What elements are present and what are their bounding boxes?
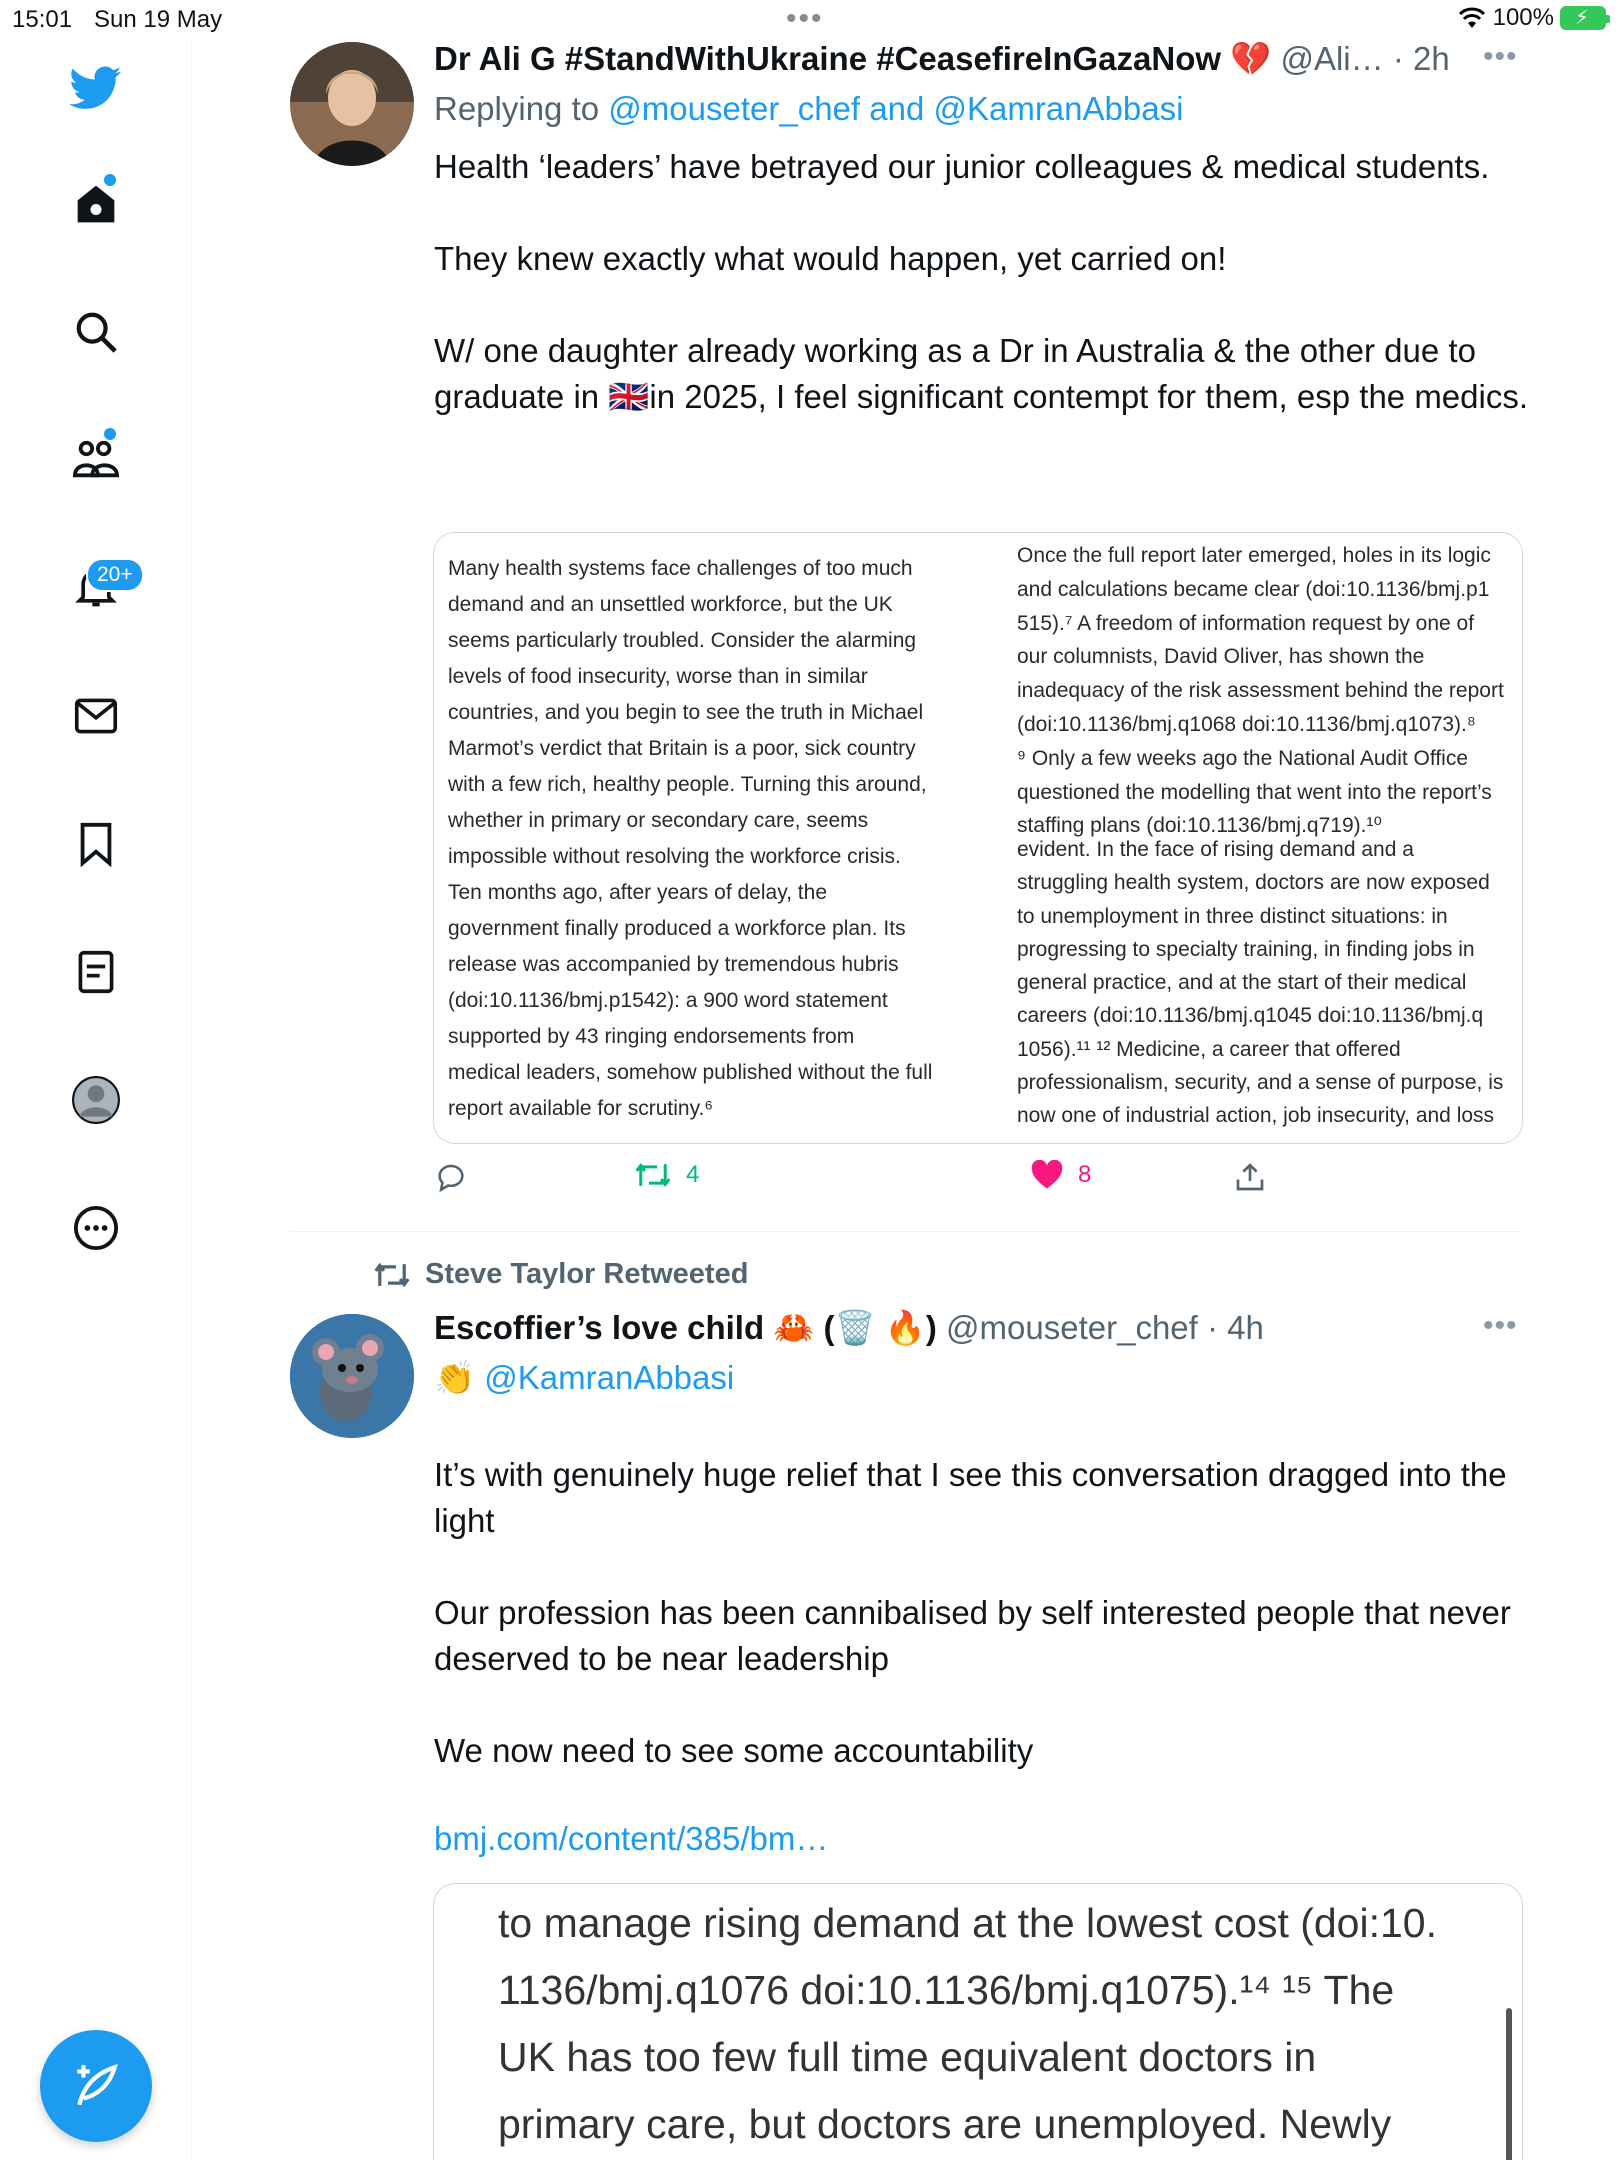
replying-to: [434, 90, 1183, 128]
tweet-author: [434, 40, 1450, 79]
compose-tweet-icon: [71, 2061, 121, 2111]
image-text-right-bottom: evident. In the face of rising demand and a struggling health system, doctors are now exposed to unemployment in three distinct situations: in progressing to specialty training, in finding jobs in general practice, and at the start of their medical careers (doi:10.1136/bmj.q1045 doi:10.1136/bmj.q 1056).¹¹ ¹² Medicine, a career that offered professionalism, security, and a sense of purpose, is now one of industrial action, job insecurity, and loss: [1017, 838, 1504, 1128]
replying-to-users[interactable]: @mouseter_chef and @KamranAbbasi: [608, 90, 1184, 127]
retweet-count: 4: [686, 1161, 700, 1188]
tweet-paragraph: We now need to see some accountability: [434, 1732, 1034, 1769]
profile-icon[interactable]: [66, 1070, 126, 1130]
messages-icon[interactable]: [66, 686, 126, 746]
communities-icon[interactable]: [66, 430, 126, 490]
search-icon[interactable]: [66, 302, 126, 362]
image-text-left: Many health systems face challenges of too much demand and an unsettled workforce, but the UK seems particularly troubled. Consider the alarming levels of food insecurity, worse than in similar countries, and you begin to see the truth in Michael Marmot’s verdict that Britain is a poor, sick country with a few rich, healthy people. Turning this around, whether in primary or secondary care, seems impossible without resolving the workforce crisis. Ten months ago, after years of delay, the government finally produced a workforce plan. Its release was accompanied by tremendous hubris (doi:10.1136/bmj.p1542): a 900 word statement supported by 43 ringing endorsements from medical leaders, somehow published without the full report available for scrutiny.⁶: [448, 557, 933, 1120]
author-handle[interactable]: @mouseter_chef: [946, 1309, 1198, 1346]
mention-line: [434, 1359, 734, 1398]
status-date: Sun 19 May: [94, 6, 223, 33]
tweet-paragraph: They knew exactly what would happen, yet carried on!: [434, 240, 1227, 277]
status-right: [1457, 4, 1606, 32]
battery-icon: ⚡: [1560, 6, 1606, 30]
author-handle[interactable]: @Ali…: [1280, 40, 1384, 77]
home-notification-dot: [104, 174, 116, 186]
clapping-emoji: 👏: [434, 1359, 476, 1396]
multitasking-dots-icon[interactable]: •••: [786, 2, 824, 35]
tweet-time[interactable]: · 2h: [1392, 40, 1450, 77]
lists-icon[interactable]: [66, 942, 126, 1002]
retweeted-by[interactable]: [373, 1258, 748, 1291]
retweeted-by-label: Steve Taylor Retweeted: [425, 1258, 749, 1290]
home-icon[interactable]: [66, 174, 126, 234]
tweet-image[interactable]: [433, 532, 1523, 1144]
like-count: 8: [1078, 1161, 1092, 1188]
avatar[interactable]: [290, 1314, 414, 1438]
status-time: 15:01: [12, 6, 73, 33]
tweet-link[interactable]: bmj.com/content/385/bm…: [434, 1820, 829, 1857]
timeline: [193, 40, 1620, 2160]
tweet-author: [434, 1309, 1264, 1348]
notifications-badge: 20+: [86, 558, 144, 592]
tweet-text: [434, 1452, 1534, 1774]
tweet-paragraph: Health ‘leaders’ have betrayed our junior colleagues & medical students.: [434, 148, 1490, 185]
like-button[interactable]: [1030, 1160, 1091, 1190]
image-text: to manage rising demand at the lowest cost (doi:10. 1136/bmj.q1076 doi:10.1136/bmj.q1075).¹⁴ ¹⁵ The UK has too few full time equivalent doctors in primary care, but doctors are unemployed. Newly: [498, 1900, 1437, 2147]
author-name[interactable]: Escoffier’s love child 🦀 (🗑️ 🔥): [434, 1309, 937, 1346]
author-name[interactable]: Dr Ali G #StandWithUkraine #CeasefireInGazaNow 💔: [434, 40, 1272, 77]
compose-tweet-button[interactable]: [40, 2030, 152, 2142]
mention-link[interactable]: @KamranAbbasi: [484, 1359, 735, 1396]
reply-button[interactable]: [434, 1160, 468, 1194]
image-scrollbar[interactable]: [1506, 2008, 1512, 2160]
avatar[interactable]: [290, 42, 414, 166]
share-button[interactable]: [1234, 1160, 1266, 1194]
tweet-paragraph: Our profession has been cannibalised by self interested people that never deserved to be near leadership: [434, 1594, 1511, 1677]
communities-notification-dot: [104, 428, 116, 440]
more-options-icon[interactable]: •••: [1483, 40, 1518, 73]
tweet-image[interactable]: [433, 1883, 1523, 2160]
wifi-icon: [1457, 6, 1487, 30]
twitter-logo-icon[interactable]: [66, 58, 126, 118]
bookmarks-icon[interactable]: [66, 814, 126, 874]
sidebar: [0, 40, 192, 2160]
tweet-text: [434, 144, 1534, 420]
tweet-paragraph: W/ one daughter already working as a Dr in Australia & the other due to graduate in 🇬🇧in 2025, I feel significant contempt for them, esp the medics.: [434, 332, 1529, 415]
more-icon[interactable]: [66, 1198, 126, 1258]
status-bar: [0, 0, 1620, 40]
tweet-paragraph: It’s with genuinely huge relief that I see this conversation dragged into the light: [434, 1456, 1507, 1539]
replying-to-label: Replying to: [434, 90, 600, 127]
heart-icon: [1030, 1160, 1064, 1190]
tweet-time[interactable]: · 4h: [1207, 1309, 1264, 1346]
retweet-icon: [373, 1261, 411, 1289]
retweet-button[interactable]: [634, 1160, 699, 1190]
tweet-actions: [434, 1160, 1334, 1200]
retweet-icon: [634, 1160, 672, 1190]
more-options-icon[interactable]: •••: [1483, 1309, 1518, 1342]
share-icon: [1234, 1160, 1266, 1194]
battery-percent: 100%: [1492, 4, 1554, 31]
image-text-right-top: Once the full report later emerged, holes in its logic and calculations became clear (doi:10.1136/bmj.p1 515).⁷ A freedom of information request by one of our columnists, David Oliver, has shown the inadequacy of the risk assessment behind the report (doi:10.1136/bmj.q1068 doi:10.1136/bmj.q1073).⁸ ⁹ Only a few weeks ago the National Audit Office questioned the modelling that went into the report’s staffing plans (doi:10.1136/bmj.q719).¹⁰: [1017, 544, 1504, 838]
tweet-divider: [290, 1231, 1520, 1232]
reply-icon: [434, 1160, 468, 1194]
